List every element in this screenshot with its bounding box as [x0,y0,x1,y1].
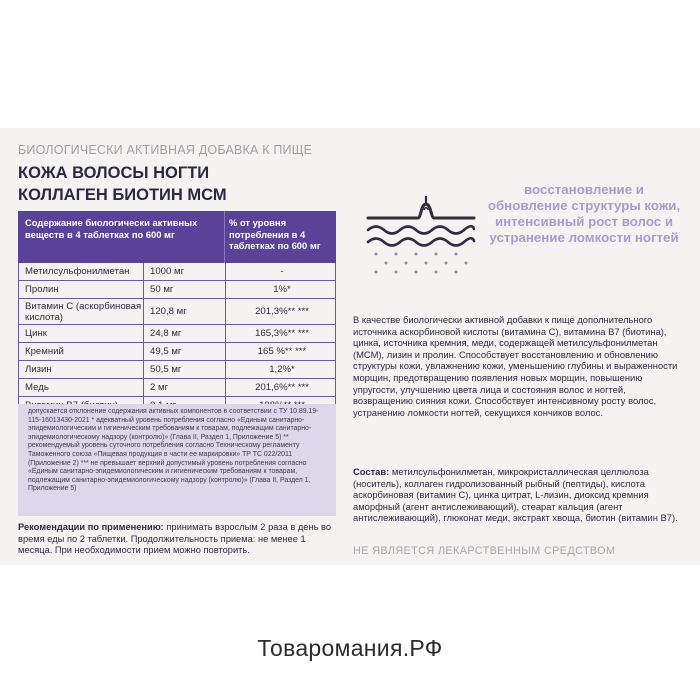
title-line-2: КОЛЛАГЕН БИОТИН МСМ [18,186,227,204]
row-percent: 165 %** *** [257,346,307,357]
table-row [19,379,335,397]
table-header [18,211,336,263]
row-amount: 1000 мг [150,266,185,277]
row-percent: 201,3%** *** [255,306,309,317]
table-row [19,361,335,379]
usage-recommendations [18,522,336,557]
row-amount: 24,8 мг [150,328,182,339]
row-percent: 201,6%** *** [255,382,309,393]
table-row [19,263,335,281]
store-watermark: Товаромания.РФ [257,635,443,661]
usage-text: принимать взрослым 2 раза в день во время еды по 2 таблетки. Продолжительность приема: не менее 1 месяца. При необходимости прием можно повторить. [18,522,331,556]
row-name: Пролин [25,284,59,295]
table-row [19,325,335,343]
product-title [18,162,227,206]
product-category: БИОЛОГИЧЕСКИ АКТИВНАЯ ДОБАВКА К ПИЩЕ [18,143,313,157]
skin-layers-icon [366,196,476,276]
row-amount: 50 мг [150,284,174,295]
row-percent: - [280,266,284,277]
composition-text: метилсульфонилметан, микрокристаллическая целлюлоза (носитель), коллаген гидролизованный рыбный (пептиды), кислота аскорбиновая (витамин С), цинка цитрат, L-лизин, диоксид кремния аморфный (агент антислеживающий), стеарат кальция (агент антислеживающий), глюконат меди, экстракт хвоща, биотин (витамин В7). [353,466,678,524]
composition [353,466,683,524]
title-line-1: КОЖА ВОЛОСЫ НОГТИ [18,164,210,182]
row-name: Витамин С (аскорбиновая кислота) [25,301,142,323]
nutrient-table [18,211,336,414]
row-name: Кремний [25,346,64,357]
row-percent: 1,2%* [269,364,295,375]
row-amount: 2 мг [150,382,169,393]
row-percent: 1%* [273,284,291,295]
product-description: В качестве биологически активной добавки к пище дополнительного источника аскорбиновой кислоты (витамина С), витамина В7 (биотина), цинка, источника кремния, меди, содержащей метилсульфонилметан (МСМ), лизин и пролин. Способствует восстановлению и обновлению структуры кожи, увлажнению кожи, уменьшению глубины и выраженности морщин, предотвращению появления новых морщин, повышению упругости, улучшению цвета лица и состояния волос и ногтей, возвращению сияния кожи. Способствует интенсивному росту волос, устранению ломкости ногтей, секущихся кончиков волос. [353,314,678,418]
row-name: Лизин [25,364,52,375]
footnotes-box: допускается отклонение содержания активных компонентов в соответствии с ТУ 10.89.19-115-16013430-2021 * адекватный уровень потребления согласно «Единым санитарно-эпидемиологическим и гигиеническим требованиям к товарам, подлежащим санитарно-эпидемиологическому надзору (контролю)» (Глава II, Раздел 1, Приложение 5) ** рекомендуемый уровень суточного потребления согласно Техническому регламенту Таможенного союза «Пищевая продукция в части ее маркировки» ТР ТС 022/2011 (Приложение 2) *** не превышает верхний допустимый уровень потребления согласно «Единым санитарно-эпидемиологическим и гигиеническим требованиям к товарам, подлежащим санитарно-эпидемиологическому надзору (контролю)» (Глава II, Раздел 1, Приложение 5) [18,404,336,516]
row-percent: 165,3%** *** [255,328,309,339]
row-name: Медь [25,382,49,393]
row-amount: 50,5 мг [150,364,182,375]
table-row [19,281,335,299]
usage-label: Рекомендации по применению: [18,522,164,532]
composition-label: Состав: [353,466,390,477]
row-name: Цинк [25,328,47,339]
table-header-percent: % от уровня потребления в 4 таблетках по 600 мг [229,217,321,251]
row-amount: 49,5 мг [150,346,182,357]
not-a-drug-notice: НЕ ЯВЛЯЕТСЯ ЛЕКАРСТВЕННЫМ СРЕДСТВОМ [353,545,616,557]
row-amount: 120,8 мг [150,306,187,317]
benefit-statement: восстановление и обновление структуры кожи, интенсивный рост волос и устранение ломкости ногтей [487,182,681,245]
row-name: Метилсульфонилметан [25,266,130,277]
table-row [19,299,335,325]
table-row [19,343,335,361]
table-header-content: Содержание биологически активных веществ в 4 таблетках по 600 мг [25,217,198,240]
